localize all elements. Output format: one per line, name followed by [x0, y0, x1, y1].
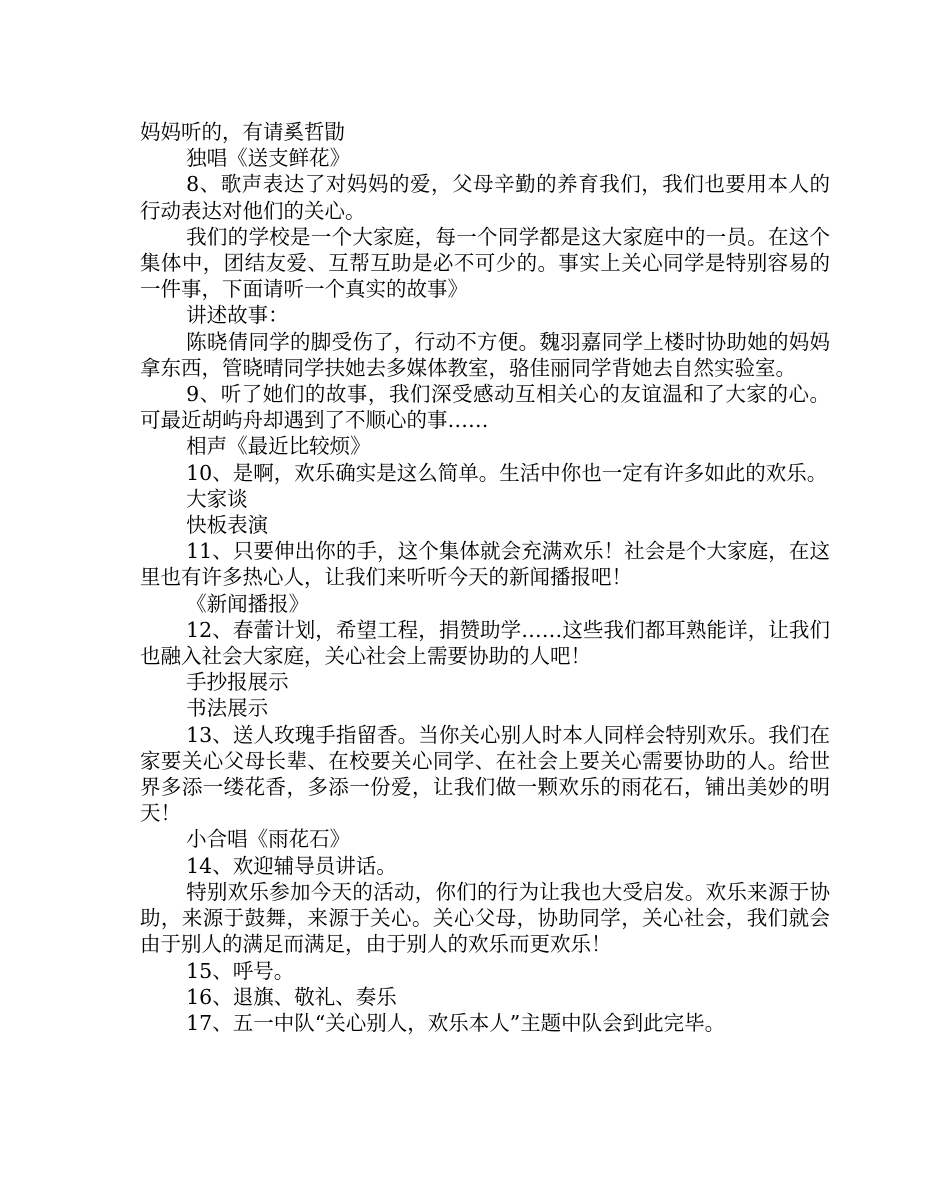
paragraph-item-13: 13、送人玫瑰手指留香。当你关心别人时本人同样会特别欢乐。我们在家要关心父母长辈、在校要关心同学、在社会上要关心需要协助的人。给世界多添一缕花香，多添一份爱，让我们做一颗欢乐的雨花石，铺出美妙的明天！	[140, 722, 830, 826]
paragraph-news-broadcast: 《新闻播报》	[186, 591, 310, 616]
paragraph-school-family: 我们的学校是一个大家庭，每一个同学都是这大家庭中的一员。在这个集体中，团结友爱、互帮互助是必不可少的。事实上关心同学是特别容易的一件事，下面请听一个真实的故事》	[140, 224, 830, 302]
paragraph-solo-song: 独唱《送支鲜花》	[186, 146, 351, 171]
paragraph-item-15: 15、呼号。	[186, 958, 295, 983]
paragraph-discussion: 大家谈	[186, 486, 248, 511]
paragraph-crosstalk: 相声《最近比较烦》	[186, 434, 371, 459]
paragraph-handmade-paper: 手抄报展示	[186, 670, 289, 695]
paragraph-item-11: 11、只要伸出你的手，这个集体就会充满欢乐！社会是个大家庭，在这里也有许多热心人，让我们来听听今天的新闻播报吧！	[140, 539, 830, 590]
paragraph-item-8: 8、歌声表达了对妈妈的爱，父母辛勤的养育我们，我们也要用本人的行动表达对他们的关心。	[140, 172, 830, 223]
paragraph-item-14: 14、欢迎辅导员讲话。	[186, 853, 397, 878]
paragraph-intro-line: 妈妈听的，有请奚哲勖	[140, 120, 345, 144]
paragraph-calligraphy: 书法展示	[186, 696, 269, 721]
paragraph-item-16: 16、退旗、敬礼、奏乐	[186, 984, 397, 1009]
paragraph-item-9: 9、听了她们的故事，我们深受感动互相关心的友谊温和了大家的心。可最近胡屿舟却遇到了不顺心的事……	[140, 382, 830, 433]
paragraph-item-10: 10、是啊，欢乐确实是这么简单。生活中你也一定有许多如此的欢乐。	[186, 460, 828, 485]
document-page	[140, 119, 830, 1036]
paragraph-clapper-show: 快板表演	[186, 513, 269, 538]
paragraph-story-body: 陈晓倩同学的脚受伤了，行动不方便。魏羽嘉同学上楼时协助她的妈妈拿东西，管晓晴同学扶她去多媒体教室，骆佳丽同学背她去自然实验室。	[140, 329, 830, 380]
paragraph-item-12: 12、春蕾计划，希望工程，捐赞助学……这些我们都耳熟能详，让我们也融入社会大家庭，关心社会上需要协助的人吧！	[140, 617, 830, 669]
paragraph-counselor-speech: 特别欢乐参加今天的活动，你们的行为让我也大受启发。欢乐来源于协助，来源于鼓舞，来源于关心。关心父母，协助同学，关心社会，我们就会由于别人的满足而满足，由于别人的欢乐而更欢乐！	[140, 879, 830, 957]
paragraph-story-heading: 讲述故事：	[186, 303, 289, 328]
paragraph-small-chorus: 小合唱《雨花石》	[186, 827, 351, 852]
paragraph-item-17: 17、五一中队“关心别人，欢乐本人”主题中队会到此完毕。	[186, 1010, 726, 1035]
